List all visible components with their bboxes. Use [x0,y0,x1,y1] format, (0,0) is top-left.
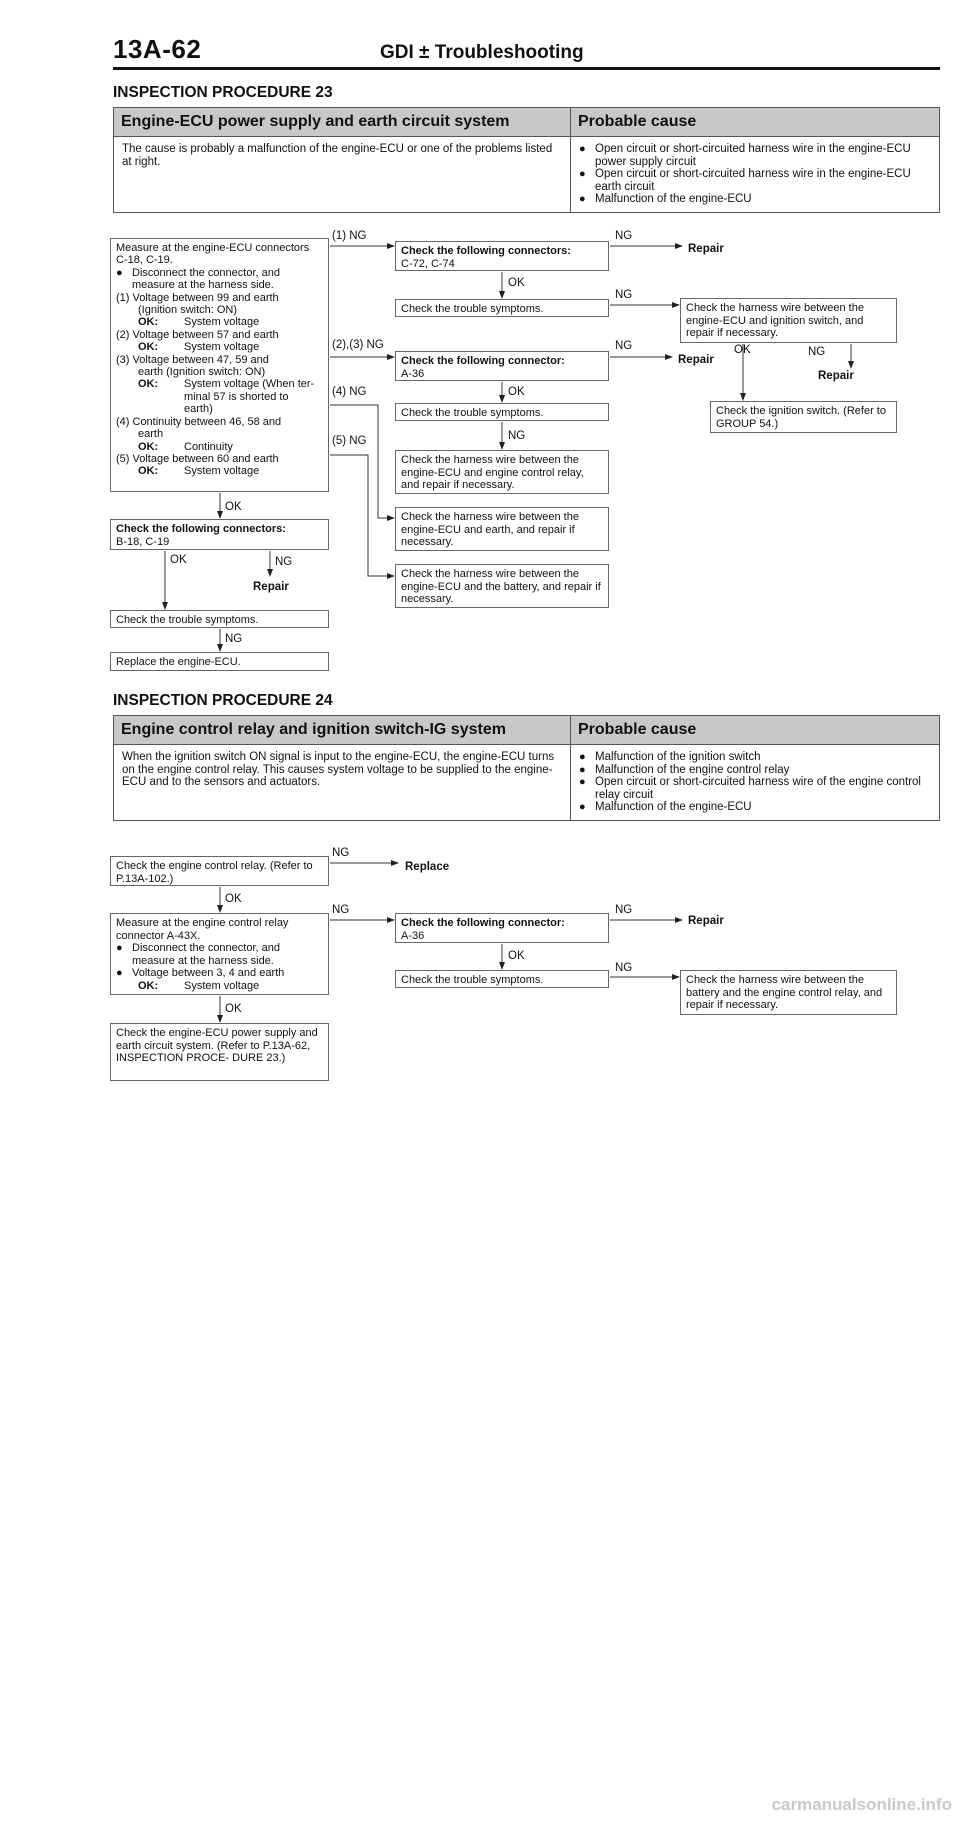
flow-label-ng-1: (1) NG [332,230,367,242]
harness-battery-relay-box: Check the harness wire between the battery and the engine control relay, and repair if necessary. [680,970,897,1015]
table-header-cause: Probable cause [571,108,940,137]
flow-label-ng: NG [615,230,633,242]
measure-item-3-ok-cont: earth) [184,403,213,416]
flow-label-ok: OK [170,554,187,566]
flow-label-ok: OK [508,277,525,289]
check-connector-a36-box [395,351,609,381]
check-connectors-b18-box [110,519,329,550]
measure-box [110,238,329,492]
trouble-symptoms-box: Check the trouble symptoms. [395,970,609,988]
measure-item-4-cond: earth [138,428,164,441]
relay-measure-box [110,913,329,995]
measure-bullet: ● Disconnect the connector, and measure at the harness side. [116,942,323,967]
repair-label: Repair [253,581,289,593]
measure-item-2-ok: System voltage [184,341,260,354]
measure-item-1-cond: (Ignition switch: ON) [138,304,238,317]
measure-item-5-ok: System voltage [184,465,260,478]
check-connector-title: Check the following connector: [401,917,565,929]
flow-label-ng: NG [615,340,633,352]
harness-relay-box: Check the harness wire between the engine-ECU and engine control relay, and repair if necessary. [395,450,609,494]
table-header-system: Engine control relay and ignition switch-IG system [114,716,571,745]
flow-label-ng: NG [275,556,293,568]
page-title: GDI ± Troubleshooting [380,42,584,63]
ok-label: OK: [138,440,159,453]
trouble-symptoms-box-2: Check the trouble symptoms. [395,403,609,421]
check-connectors-c72-box [395,241,609,271]
measure-item-4: (4) Continuity between 46, 58 and [116,415,282,428]
cause-item: ● Malfunction of the engine control relay [579,764,931,777]
flow-label-ng-2-3: (2),(3) NG [332,339,384,351]
table-causes [571,137,940,213]
measure-item-3-ok-cont: minal 57 is shorted to [184,390,289,403]
flow-label-ok: OK [225,893,242,905]
ok-label: OK: [138,979,159,992]
measure-item-1: (1) Voltage between 99 and earth [116,291,279,304]
measure-item-1-ok: System voltage [184,316,260,329]
flow-label-ng: NG [332,904,350,916]
connector-ids: A-36 [401,367,425,380]
table-header-cause: Probable cause [571,716,940,745]
watermark: carmanualsonline.info [771,1795,952,1814]
measure-item-2: (2) Voltage between 57 and earth [116,328,279,341]
ok-label: OK: [138,341,159,354]
relay-check-box: Check the engine control relay. (Refer to P.13A-102.) [110,856,329,886]
flow-label-ng: NG [615,962,633,974]
header-rule [113,67,940,70]
ok-label: OK: [138,378,159,391]
connector-ids: B-18, C-19 [116,535,170,548]
flow-label-ng-4: (4) NG [332,386,367,398]
repair-label: Repair [688,915,724,927]
table-description: The cause is probably a malfunction of the engine-ECU or one of the problems listed at right. [114,137,571,213]
harness-ignition-box: Check the harness wire between the engine-ECU and ignition switch, and repair if necessary. [680,298,897,343]
measure-bullet: ● Voltage between 3, 4 and earth [116,967,323,980]
replace-label: Replace [405,861,450,873]
harness-battery-box: Check the harness wire between the engine-ECU and the battery, and repair if necessary. [395,564,609,608]
measure-intro: Measure at the engine control relay connector A-43X. [116,917,289,942]
flow-label-ng: NG [615,289,633,301]
flow-label-ng: NG [615,904,633,916]
table-description: When the ignition switch ON signal is input to the engine-ECU, the engine-ECU turns on the engine control relay. This causes system voltage to be supplied to the engine-ECU and to the sensors and actuators. [114,745,571,821]
flow-label-ng: NG [332,847,350,859]
table-header-system: Engine-ECU power supply and earth circuit system [114,108,571,137]
ok-label: OK: [138,316,159,329]
cause-item: ● Open circuit or short-circuited harness wire in the engine-ECU power supply circuit [579,143,931,168]
flow-label-ok: OK [225,1003,242,1015]
procedure-24-table [113,715,940,821]
flow-label-ok: OK [225,501,242,513]
trouble-symptoms-box-3: Check the trouble symptoms. [110,610,329,628]
flow-label-ng-5: (5) NG [332,435,367,447]
cause-item: ● Malfunction of the ignition switch [579,751,931,764]
table-causes [571,745,940,821]
measure-item-3: (3) Voltage between 47, 59 and [116,353,269,366]
cause-item: ● Malfunction of the engine-ECU [579,801,931,814]
cause-item: ● Open circuit or short-circuited harness wire of the engine control relay circuit [579,776,931,801]
connector-ids: C-72, C-74 [401,257,455,270]
connector-ids: A-36 [401,929,425,942]
measure-item-3-ok: System voltage (When ter- [184,378,315,391]
flow-label-ng: NG [508,430,526,442]
measure-ok: System voltage [184,979,260,992]
check-connector-a36-box [395,913,609,943]
measure-intro: Measure at the engine-ECU connectors C-18, C-19. [116,242,310,267]
check-connectors-title: Check the following connectors: [116,523,286,535]
repair-label: Repair [688,243,724,255]
flow-label-ok: OK [508,950,525,962]
ignition-switch-box: Check the ignition switch. (Refer to GROUP 54.) [710,401,897,433]
page-number: 13A-62 [113,34,202,64]
power-supply-check-box: Check the engine-ECU power supply and earth circuit system. (Refer to P.13A-62, INSPECTION PROCE- DURE 23.) [110,1023,329,1081]
measure-bullet: ● Disconnect the connector, and measure at the harness side. [116,267,323,292]
repair-label: Repair [818,370,854,382]
repair-label: Repair [678,354,714,366]
procedure-24-title: INSPECTION PROCEDURE 24 [113,692,333,709]
flow-label-ng: NG [808,346,826,358]
check-connectors-title: Check the following connectors: [401,245,571,257]
trouble-symptoms-box-1: Check the trouble symptoms. [395,299,609,317]
measure-item-3-cond: earth (Ignition switch: ON) [138,366,266,379]
flow-label-ok: OK [508,386,525,398]
flow-label-ok: OK [734,344,751,356]
procedure-23-table [113,107,940,213]
cause-item: ● Malfunction of the engine-ECU [579,193,931,206]
check-connector-title: Check the following connector: [401,355,565,367]
measure-item-4-ok: Continuity [184,440,233,453]
measure-item-5: (5) Voltage between 60 and earth [116,452,279,465]
procedure-23-title: INSPECTION PROCEDURE 23 [113,84,333,101]
harness-earth-box: Check the harness wire between the engine-ECU and earth, and repair if necessary. [395,507,609,551]
cause-item: ● Open circuit or short-circuited harness wire in the engine-ECU earth circuit [579,168,931,193]
flow-label-ng: NG [225,633,243,645]
replace-ecu-box: Replace the engine-ECU. [110,652,329,671]
ok-label: OK: [138,465,159,478]
